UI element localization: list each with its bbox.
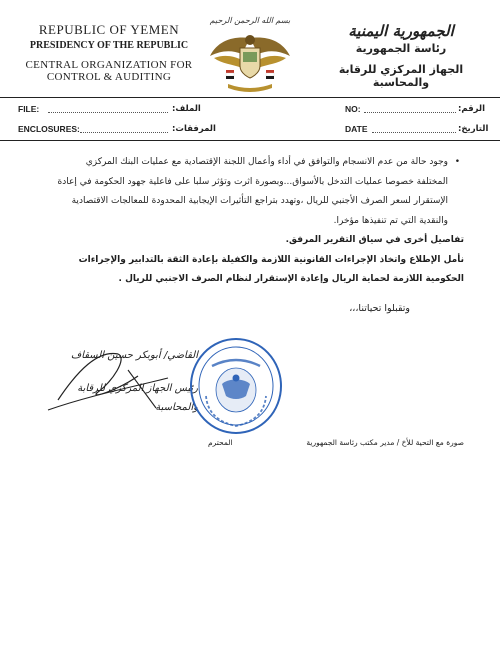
date-label-ar: التاريخ: bbox=[458, 124, 489, 134]
no-label-ar: الرقم: bbox=[458, 104, 486, 114]
en-presidency: PRESIDENCY OF THE REPUBLIC bbox=[29, 40, 189, 51]
body-paragraph-1 bbox=[52, 153, 464, 231]
file-label-en: FILE: bbox=[18, 104, 40, 114]
bullet: • bbox=[454, 157, 460, 167]
enclosures-label-ar: المرفقات: bbox=[172, 124, 216, 134]
date-label-en: DATE bbox=[345, 124, 368, 134]
body-paragraph-3: نأمل الإطلاع واتخاذ الإجراءات القانونية اللازمة والكفيلة بإعادة الثقة بالتدابير والإجراءات الحكومية اللازمة لحماية الريال وإعادة الإستقرار لنظام الصرف الاجنبي للريال . bbox=[78, 254, 464, 284]
no-field bbox=[364, 104, 456, 113]
signer-title-line1: رئيس الجهاز المركزي للرقابة bbox=[77, 383, 198, 394]
letter-body bbox=[52, 153, 464, 290]
date-field bbox=[372, 124, 456, 133]
signer-name: القاضي/ أبوبكر حسين السقاف bbox=[70, 350, 198, 361]
en-country: REPUBLIC OF YEMEN bbox=[38, 22, 180, 37]
header-arabic bbox=[316, 22, 486, 89]
header-divider bbox=[0, 97, 500, 98]
header-english bbox=[14, 22, 204, 83]
enclosures-label-en: ENCLOSURES: bbox=[18, 124, 80, 134]
fields-divider bbox=[0, 140, 500, 141]
closing-thanks: وتقبلوا تحياتنا،،، bbox=[349, 303, 410, 314]
basmala-text: بسم الله الرحمن الرحيم bbox=[209, 16, 291, 25]
footer-cc: صورة مع التحية للأخ / مدير مكتب رئاسة الجمهورية bbox=[306, 438, 464, 447]
ar-presidency: رئاسة الجمهورية bbox=[355, 42, 447, 55]
no-label-en: NO: bbox=[345, 104, 361, 114]
official-stamp-icon bbox=[188, 336, 284, 436]
body-paragraph-1-text: وجود حالة من عدم الانسجام والتوافق في أداء وأعمال اللجنة الإقتصادية مع عمليات البنك المركزي المختلفة خصوصا عمليات التدخل بالأسواق...وبصورة اثرت وتؤثر سلبا على فاعلية جهود الحكومة في إعادة الإستقرار لسعر الصرف الأجنبي للريال ،وتهدد بتراجع التأثيرات الإيجابية المحدودة للمعالجات الاقتصادية والنقدية التي تم تنفيذها مؤخرا. bbox=[57, 157, 448, 226]
file-label-ar: الملف: bbox=[172, 104, 201, 114]
footer-respected: المحترم bbox=[208, 438, 233, 447]
en-org-line1: CENTRAL ORGANIZATION FOR bbox=[25, 59, 193, 71]
signature-block bbox=[28, 346, 198, 417]
file-field bbox=[48, 104, 168, 113]
en-org-line2: CONTROL & AUDITING bbox=[46, 71, 172, 83]
body-paragraph-2: تفاصيل أخرى في سياق التقرير المرفق. bbox=[285, 235, 464, 245]
yemen-eagle-emblem-icon bbox=[204, 16, 296, 98]
ar-org: الجهاز المركزي للرقابة والمحاسبة bbox=[338, 63, 464, 89]
ar-country: الجمهورية اليمنية bbox=[348, 22, 454, 40]
enclosures-field bbox=[80, 124, 168, 133]
signer-title-line2: والمحاسبة bbox=[155, 402, 198, 413]
